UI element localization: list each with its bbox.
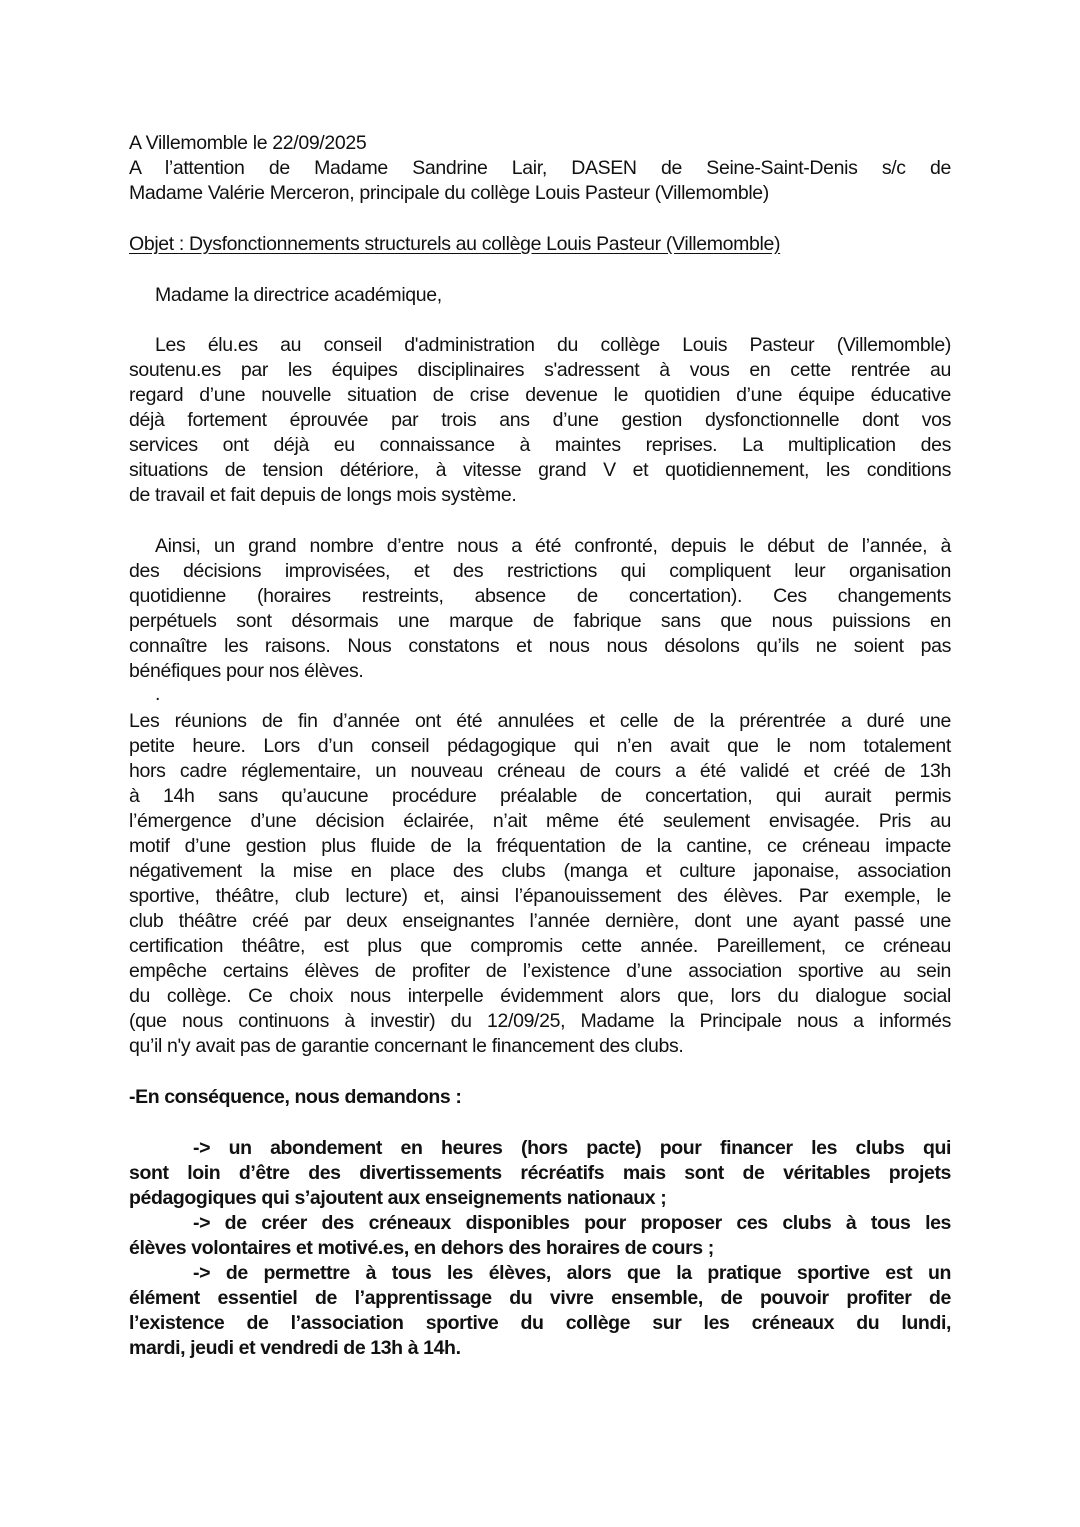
demand-line: mardi, jeudi et vendredi de 13h à 14h. — [129, 1337, 461, 1359]
salutation: Madame la directrice académique, — [155, 284, 442, 306]
paragraph-line: à 14h sans qu’aucune procédure préalable de concertation, qui aurait permis — [129, 785, 951, 807]
paragraph-line: (que nous continuons à investir) du 12/09/25, Madame la Principale nous a informés — [129, 1010, 951, 1032]
demand-line: pédagogiques qui s’ajoutent aux enseignements nationaux ; — [129, 1187, 667, 1209]
paragraph-line: petite heure. Lors d’un conseil pédagogique qui n’en avait que le nom totalement — [129, 735, 951, 757]
paragraph-line: l’émergence d’une décision éclairée, n’ait même été seulement envisagée. Pris au — [129, 810, 951, 832]
paragraph-line: du collège. Ce choix nous interpelle évidemment alors que, lors du dialogue social — [129, 985, 951, 1007]
paragraph-line: qu’il n'y avait pas de garantie concernant le financement des clubs. — [129, 1035, 684, 1057]
stray-period: . — [155, 683, 161, 705]
demand-line: l’existence de l’association sportive du collège sur les créneaux du lundi, — [129, 1312, 951, 1334]
paragraph-line: soutenu.es par les équipes disciplinaires s'adressent à vous en cette rentrée au — [129, 359, 951, 381]
subject-line: Objet : Dysfonctionnements structurels au collège Louis Pasteur (Villemomble) — [129, 233, 781, 255]
place-date: A Villemomble le 22/09/2025 — [129, 132, 367, 154]
paragraph-line: sportive, théâtre, club lecture) et, ainsi l’épanouissement des élèves. Par exemple, le — [129, 885, 951, 907]
paragraph-line: hors cadre réglementaire, un nouveau créneau de cours a été validé et créé de 13h — [129, 760, 951, 782]
paragraph-line: des décisions improvisées, et des restrictions qui compliquent leur organisation — [129, 560, 951, 582]
paragraph-line: services ont déjà eu connaissance à maintes reprises. La multiplication des — [129, 434, 951, 456]
paragraph-line: motif d’une gestion plus fluide de la fréquentation de la cantine, ce créneau impacte — [129, 835, 951, 857]
paragraph-line: Les réunions de fin d’année ont été annulées et celle de la prérentrée a duré une — [129, 710, 951, 732]
recipient-line-1: A l’attention de Madame Sandrine Lair, DASEN de Seine-Saint-Denis s/c de — [129, 157, 951, 179]
demands-heading: -En conséquence, nous demandons : — [129, 1086, 462, 1108]
paragraph-line: club théâtre créé par deux enseignantes l’année dernière, dont une ayant passé une — [129, 910, 951, 932]
demand-line: élèves volontaires et motivé.es, en dehors des horaires de cours ; — [129, 1237, 714, 1259]
demand-line: sont loin d’être des divertissements récréatifs mais sont de véritables projets — [129, 1162, 951, 1184]
paragraph-line: quotidienne (horaires restreints, absence de concertation). Ces changements — [129, 585, 951, 607]
paragraph-line: perpétuels sont désormais une marque de fabrique sans que nous puissions en — [129, 610, 951, 632]
paragraph-line: empêche certains élèves de profiter de l’existence d’une association sportive au sein — [129, 960, 951, 982]
paragraph-line: Ainsi, un grand nombre d’entre nous a été confronté, depuis le début de l’année, à — [155, 535, 951, 557]
recipient-line-2: Madame Valérie Merceron, principale du collège Louis Pasteur (Villemomble) — [129, 182, 769, 204]
paragraph-line: négativement la mise en place des clubs (manga et culture japonaise, association — [129, 860, 951, 882]
demand-line: -> de permettre à tous les élèves, alors que la pratique sportive est un — [193, 1262, 951, 1284]
paragraph-line: bénéfiques pour nos élèves. — [129, 660, 364, 682]
demand-line: -> de créer des créneaux disponibles pour proposer ces clubs à tous les — [193, 1212, 951, 1234]
paragraph-line: déjà fortement éprouvée par trois ans d’une gestion dysfonctionnelle dont vos — [129, 409, 951, 431]
demand-line: élément essentiel de l’apprentissage du vivre ensemble, de pouvoir profiter de — [129, 1287, 951, 1309]
paragraph-line: certification théâtre, est plus que compromis cette année. Pareillement, ce créneau — [129, 935, 951, 957]
paragraph-line: connaître les raisons. Nous constatons et nous nous désolons qu’ils ne soient pas — [129, 635, 951, 657]
demand-line: -> un abondement en heures (hors pacte) pour financer les clubs qui — [193, 1137, 951, 1159]
paragraph-line: situations de tension détériore, à vitesse grand V et quotidiennement, les conditions — [129, 459, 951, 481]
paragraph-line: de travail et fait depuis de longs mois système. — [129, 484, 517, 506]
paragraph-line: Les élu.es au conseil d'administration du collège Louis Pasteur (Villemomble) — [155, 334, 951, 356]
paragraph-line: regard d’une nouvelle situation de crise devenue le quotidien d’une équipe éducative — [129, 384, 951, 406]
